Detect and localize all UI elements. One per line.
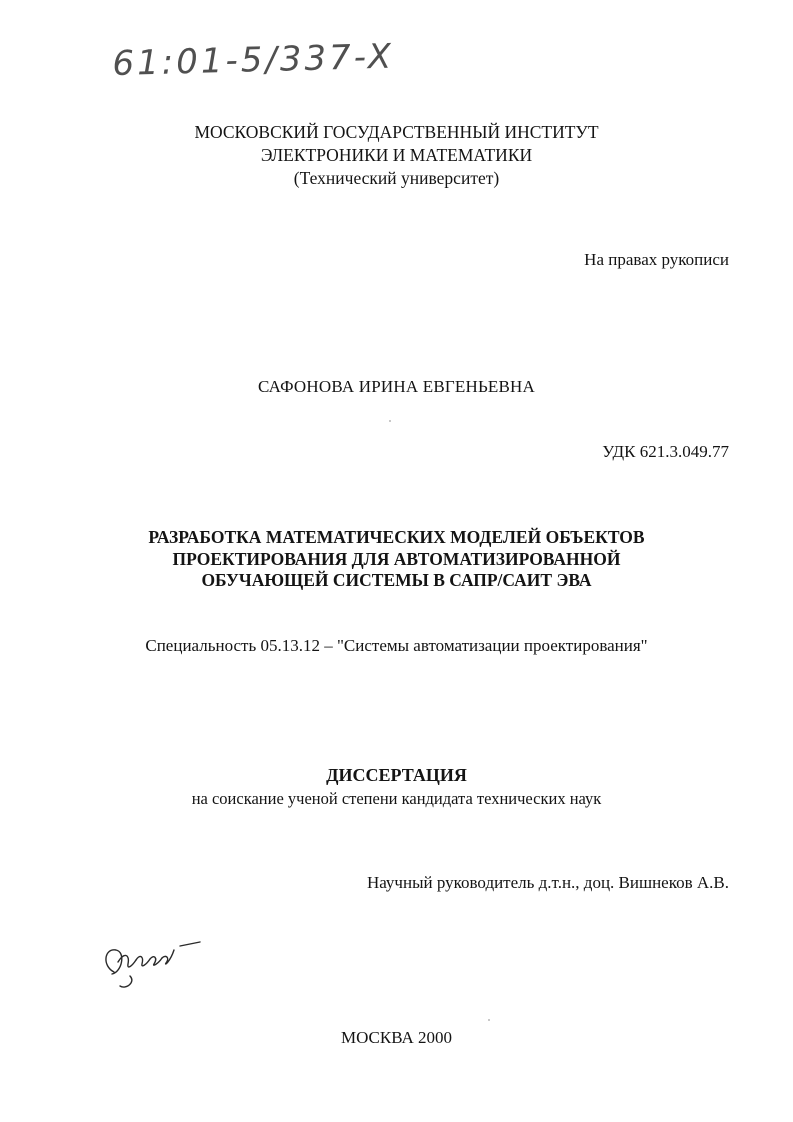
scan-speck — [389, 420, 391, 422]
degree-line: на соискание ученой степени кандидата технических наук — [191, 789, 602, 808]
city-year: МОСКВА 2000 — [340, 1028, 453, 1047]
author-name: САФОНОВА ИРИНА ЕВГЕНЬЕВНА — [257, 377, 536, 396]
archive-number-handwritten: 61:01-5/337-X — [112, 36, 395, 84]
scan-speck — [488, 1019, 490, 1021]
supervisor-line: Научный руководитель д.т.н., доц. Вишнеков А.В. — [366, 873, 729, 892]
institution-header — [0, 121, 793, 190]
institution-line-2: ЭЛЕКТРОНИКИ И МАТЕМАТИКИ — [260, 145, 533, 165]
title-line-3: ОБУЧАЮЩЕЙ СИСТЕМЫ В САПР/САИТ ЭВА — [201, 570, 592, 590]
rights-note: На правах рукописи — [584, 250, 729, 269]
specialty-line: Специальность 05.13.12 – "Системы автоматизации проектирования" — [145, 636, 648, 655]
document-type-heading: ДИССЕРТАЦИЯ — [326, 765, 467, 785]
title-line-2: ПРОЕКТИРОВАНИЯ ДЛЯ АВТОМАТИЗИРОВАННОЙ — [172, 548, 621, 569]
institution-line-1: МОСКОВСКИЙ ГОСУДАРСТВЕННЫЙ ИНСТИТУТ — [194, 122, 599, 142]
title-line-1: РАЗРАБОТКА МАТЕМАТИЧЕСКИХ МОДЕЛЕЙ ОБЪЕКТОВ — [148, 527, 645, 547]
signature-mark — [96, 932, 216, 992]
udc-code: УДК 621.3.049.77 — [602, 442, 729, 461]
dissertation-title — [0, 527, 793, 592]
institution-line-3: (Технический университет) — [293, 168, 500, 188]
